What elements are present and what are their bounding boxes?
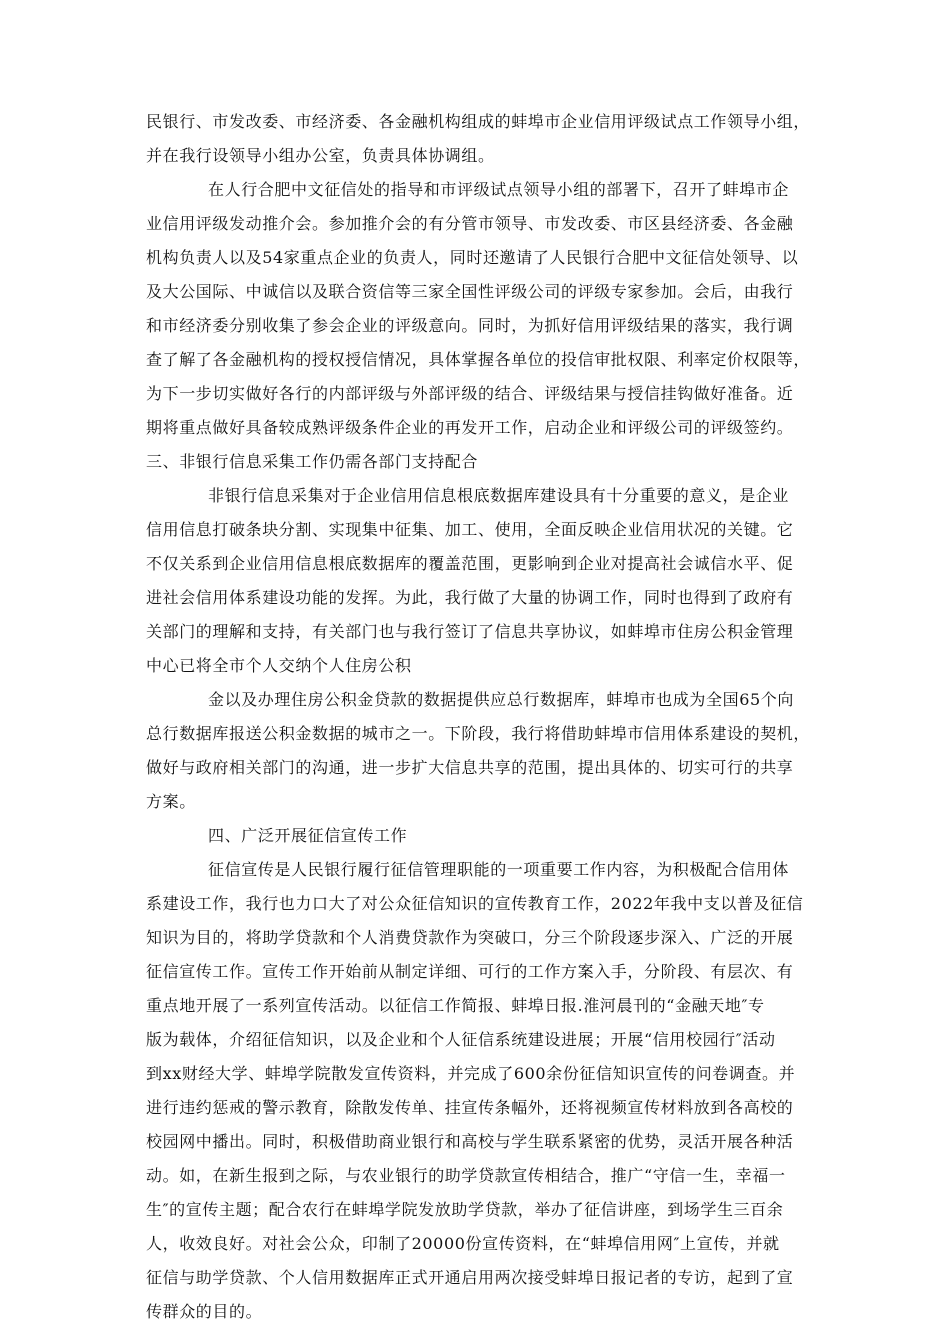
text-line: 不仅关系到企业信用信息根底数据库的覆盖范围，更影响到企业对提高社会诚信水平、促: [146, 554, 794, 573]
text-line: 期将重点做好具备较成熟评级条件企业的再发开工作，启动企业和评级公司的评级签约。: [146, 418, 794, 437]
text-line: 征信与助学贷款、个人信用数据库正式开通启用两次接受蚌埠日报记者的专访，起到了宣: [146, 1268, 794, 1287]
text-line: 传群众的目的。: [146, 1302, 263, 1321]
text-line: 系建设工作，我行也力口大了对公众征信知识的宣传教育工作，2022年我中支以普及征信: [146, 894, 804, 913]
paragraph-start-line: 在人行合肥中文征信处的指导和市评级试点领导小组的部署下，召开了蚌埠市企: [208, 180, 790, 199]
paragraph-start-line: 非银行信息采集对于企业信用信息根底数据库建设具有十分重要的意义，是企业: [208, 486, 790, 505]
text-line: 人，收效良好。对社会公众，印制了20000份宣传资料，在“蚌埠信用网″上宣传，并就: [146, 1234, 780, 1253]
text-line: 民银行、市发改委、市经济委、各金融机构组成的蚌埠市企业信用评级试点工作领导小组，: [146, 112, 811, 131]
text-line: 进社会信用体系建设功能的发挥。为此，我行做了大量的协调工作，同时也得到了政府有: [146, 588, 794, 607]
section-heading: 四、广泛开展征信宣传工作: [208, 826, 408, 845]
section-heading: 三、非银行信息采集工作仍需各部门支持配合: [146, 452, 479, 471]
text-line: 业信用评级发动推介会。参加推介会的有分管市领导、市发改委、市区县经济委、各金融: [146, 214, 794, 233]
text-line: 重点地开展了一系列宣传活动。以征信工作简报、蚌埠日报.淮河晨刊的“金融天地″专: [146, 996, 765, 1015]
text-line: 为下一步切实做好各行的内部评级与外部评级的结合、评级结果与授信挂钩做好准备。近: [146, 384, 794, 403]
text-line: 信用信息打破条块分割、实现集中征集、加工、使用，全面反映企业信用状况的关键。它: [146, 520, 794, 539]
text-line: 关部门的理解和支持，有关部门也与我行签订了信息共享协议，如蚌埠市住房公积金管理: [146, 622, 794, 641]
text-line: 总行数据库报送公积金数据的城市之一。下阶段，我行将借助蚌埠市信用体系建设的契机，: [146, 724, 811, 743]
text-line: 征信宣传工作。宣传工作开始前从制定详细、可行的工作方案入手，分阶段、有层次、有: [146, 962, 794, 981]
text-line: 知识为目的，将助学贷款和个人消费贷款作为突破口，分三个阶段逐步深入、广泛的开展: [146, 928, 794, 947]
text-line: 并在我行设领导小组办公室，负责具体协调组。: [146, 146, 495, 165]
text-line: 和市经济委分别收集了参会企业的评级意向。同时，为抓好信用评级结果的落实，我行调: [146, 316, 794, 335]
text-line: 及大公国际、中诚信以及联合资信等三家全国性评级公司的评级专家参加。会后，由我行: [146, 282, 794, 301]
text-line: 方案。: [146, 792, 196, 811]
text-line: 进行违约惩戒的警示教育，除散发传单、挂宣传条幅外，还将视频宣传材料放到各高校的: [146, 1098, 794, 1117]
paragraph-start-line: 征信宣传是人民银行履行征信管理职能的一项重要工作内容，为积极配合信用体: [208, 860, 790, 879]
paragraph-start-line: 金以及办理住房公积金贷款的数据提供应总行数据库，蚌埠市也成为全国65个向: [208, 690, 794, 709]
text-line: 做好与政府相关部门的沟通，进一步扩大信息共享的范围，提出具体的、切实可行的共享: [146, 758, 794, 777]
text-line: 版为载体，介绍征信知识，以及企业和个人征信系统建设进展；开展“信用校园行″活动: [146, 1030, 776, 1049]
text-line: 到xx财经大学、蚌埠学院散发宣传资料，并完成了600余份征信知识宣传的问卷调查。并: [146, 1064, 796, 1083]
text-line: 中心已将全市个人交纳个人住房公积: [146, 656, 412, 675]
text-line: 校园网中播出。同时，积极借助商业银行和高校与学生联系紧密的优势，灵活开展各种活: [146, 1132, 794, 1151]
text-line: 生″的宣传主题；配合农行在蚌埠学院发放助学贷款，举办了征信讲座，到场学生三百余: [146, 1200, 784, 1219]
text-line: 动。如，在新生报到之际，与农业银行的助学贷款宣传相结合，推广“守信一生，幸福一: [146, 1166, 786, 1185]
text-line: 查了解了各金融机构的授权授信情况，具体掌握各单位的投信审批权限、利率定价权限等，: [146, 350, 811, 369]
text-line: 机构负责人以及54家重点企业的负责人，同时还邀请了人民银行合肥中文征信处领导、以: [146, 248, 799, 267]
